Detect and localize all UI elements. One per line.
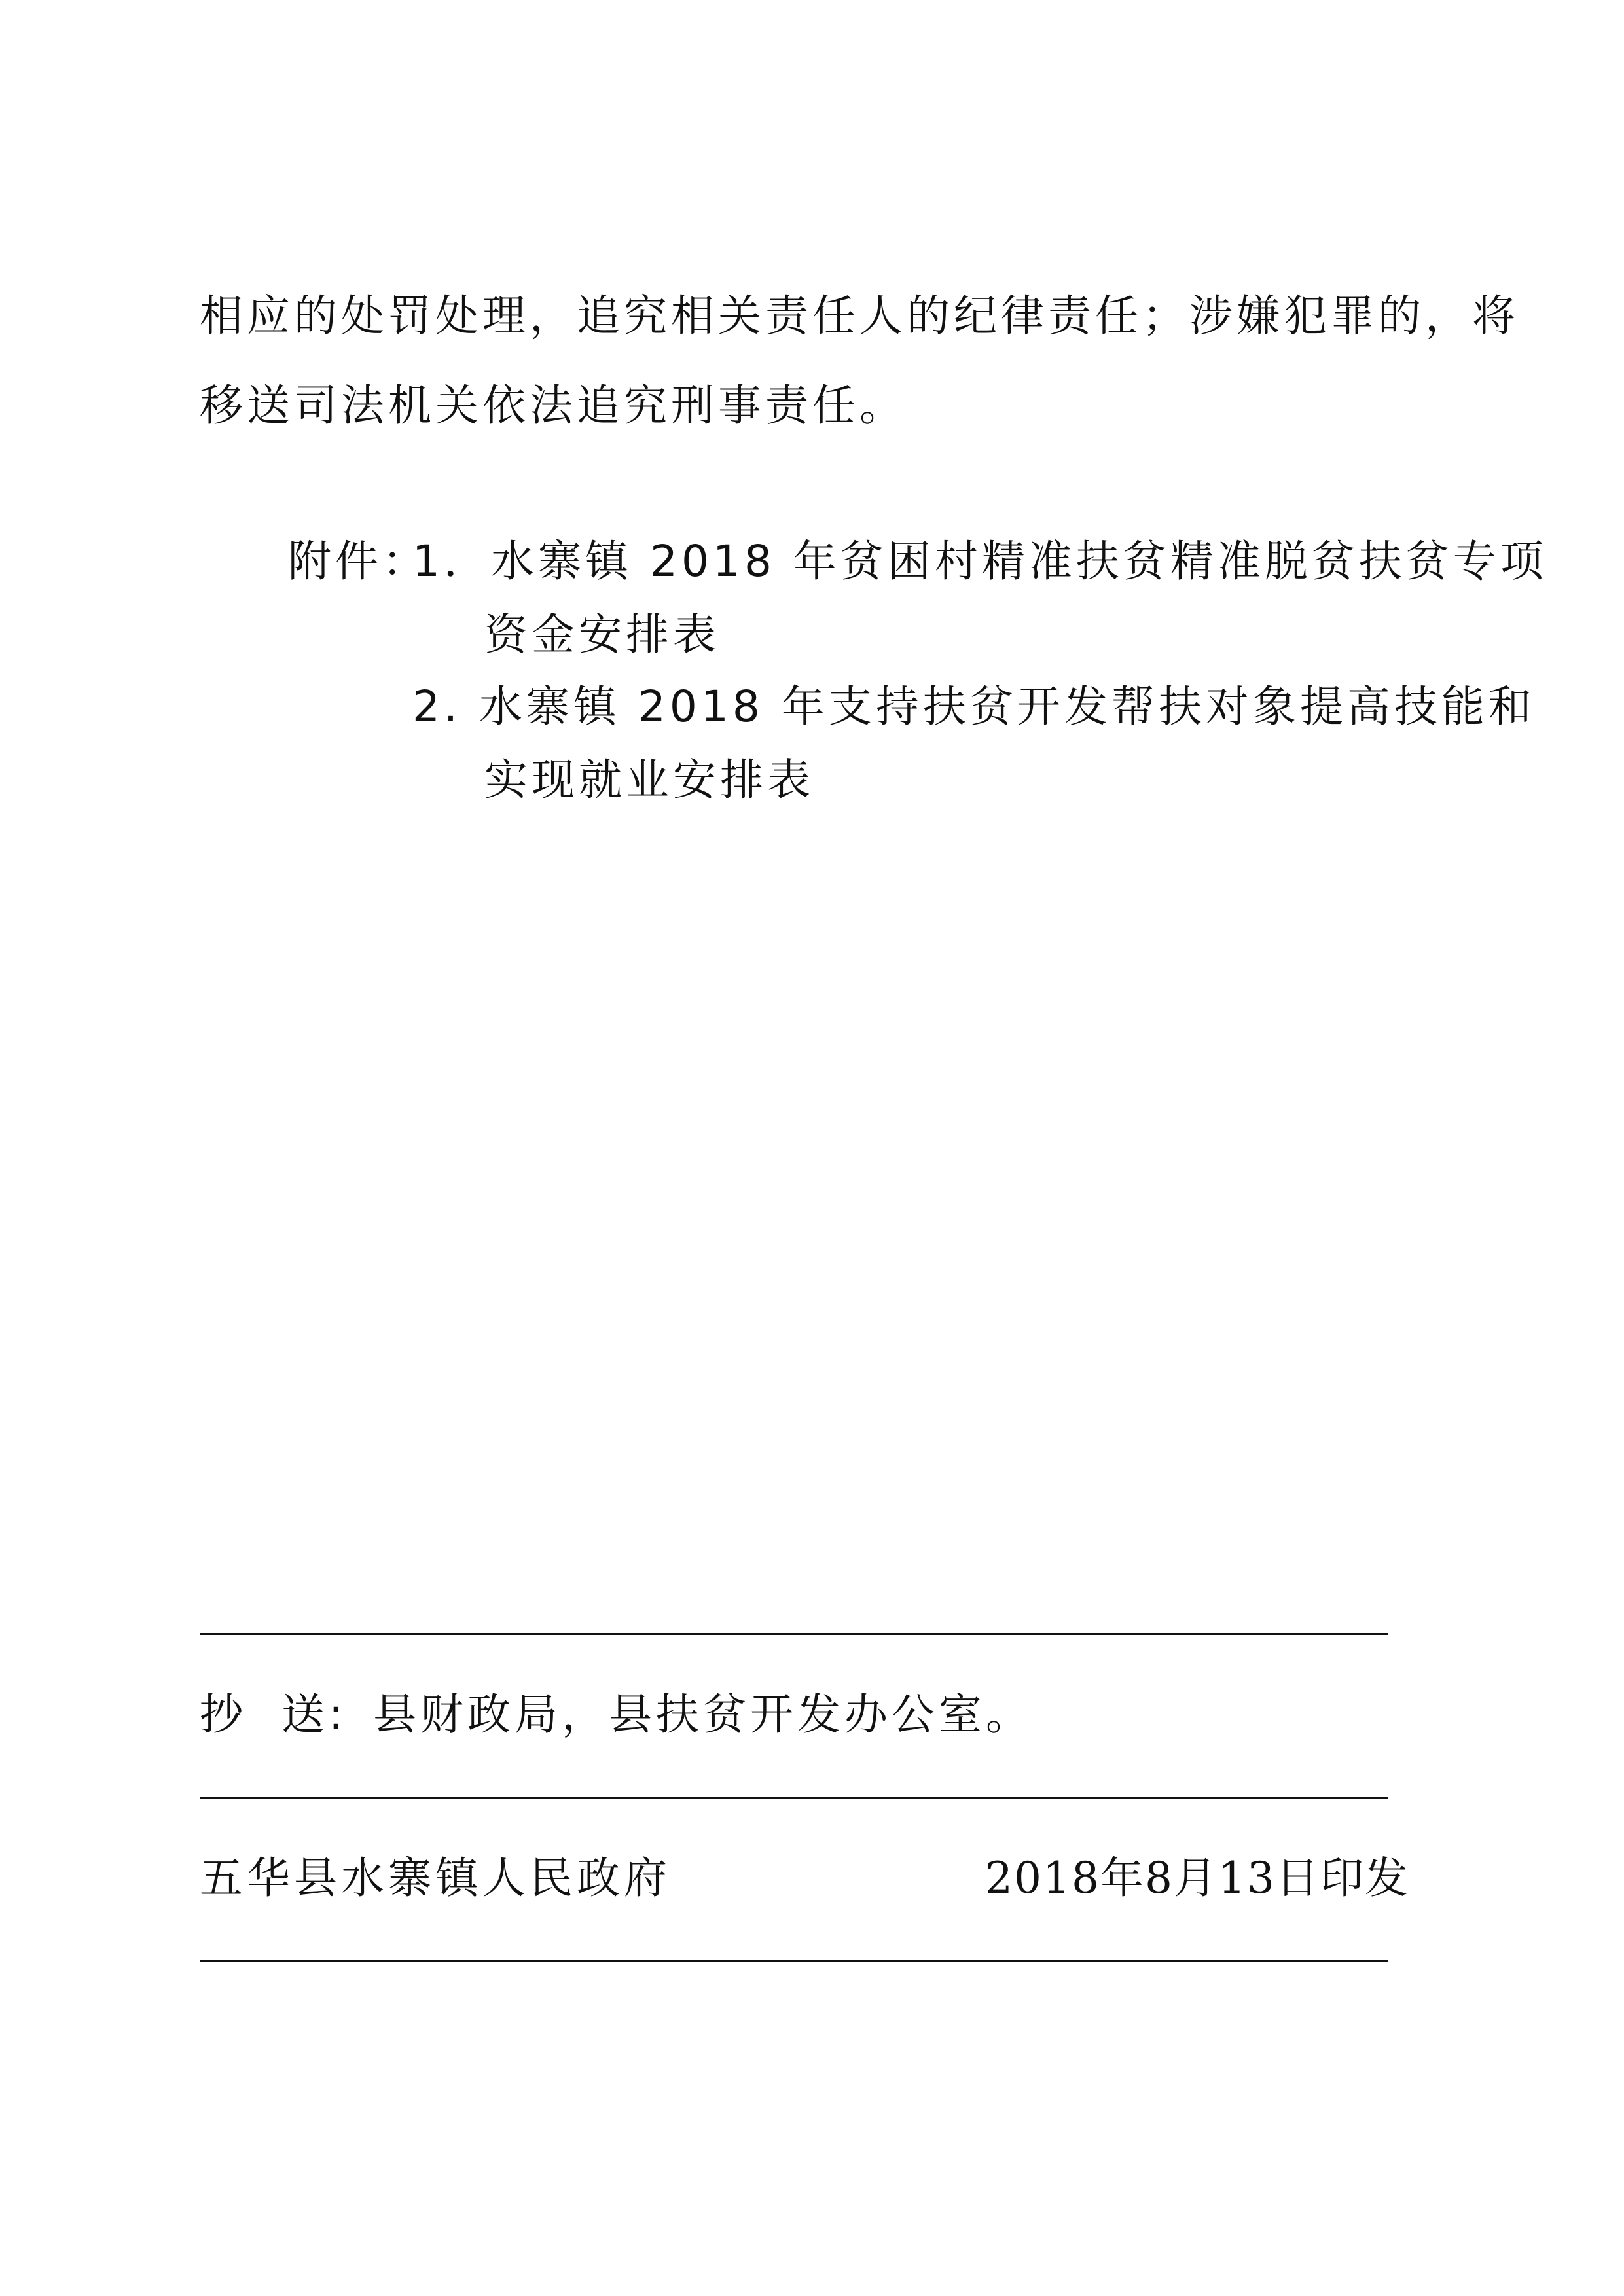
issuer-name: 五华县水寨镇人民政府 [200,1853,671,1903]
attachment-2-line-2: 实现就业安排表 [484,755,814,805]
cc-label: 抄 [200,1689,247,1740]
footer-rule-middle [200,1797,1388,1799]
attachment-2-line-1: 2. 水寨镇 2018 年支持扶贫开发帮扶对象提高技能和 [412,681,1536,732]
body-text-line-2: 移送司法机关依法追究刑事责任。 [200,380,907,431]
attachments-label: 附件： [288,536,429,586]
attachment-1-line-2: 资金安排表 [484,609,720,660]
footer-rule-top [200,1633,1388,1635]
body-text-line-1: 相应的处罚处理，追究相关责任人的纪律责任；涉嫌犯罪的，将 [200,291,1519,341]
issue-date: 2018年8月13日印发 [985,1853,1409,1903]
footer-rule-bottom [200,1960,1388,1962]
attachment-1-line-1: 1．水寨镇 2018 年贫困村精准扶贫精准脱贫扶贫专项 [412,536,1547,586]
cc-label-2: 送: [281,1689,348,1740]
cc-recipients: 县财政局，县扶贫开发办公室。 [373,1689,1033,1740]
